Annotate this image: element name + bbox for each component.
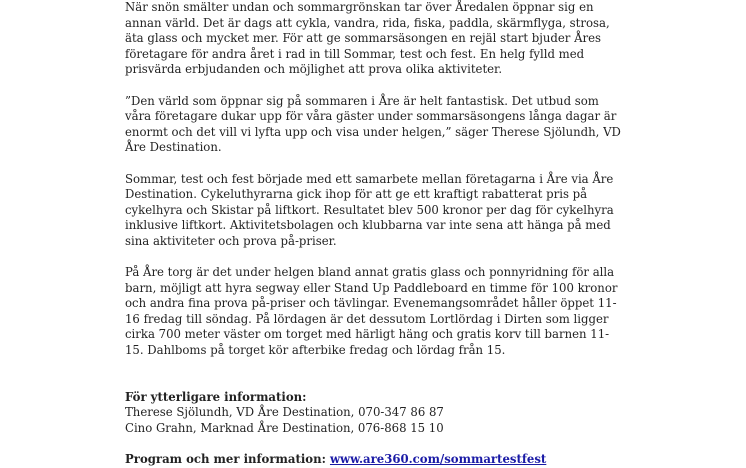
contact-line-cino: Cino Grahn, Marknad Åre Destination, 076-868 15 10 xyxy=(125,421,444,436)
paragraph-intro: När snön smälter undan och sommargrönskan tar över Åredalen öppnar sig en annan värld. Det är dags att cykla, vandra, rida, fiska, paddla, skärmflyga, strosa, äta glass och mycket mer. För att ge sommarsäsongen en rejäl start bjuder Åres företagare för andra året i rad in till Sommar, test och fest. En helg fylld med prisvärda erbjudanden och möjlighet att prova olika aktiviteter. xyxy=(125,0,610,77)
contact-heading: För ytterligare information: xyxy=(125,389,307,404)
spacer xyxy=(125,374,625,390)
paragraph-history: Sommar, test och fest började med ett samarbete mellan företagarna i Åre via Åre Destination. Cykeluthyrarna gick ihop för att ge ett kraftigt rabatterat pris på cykelhyra och Skistar på liftkort. Resultatet blev 500 kronor per dag för cykelhyra inklusive liftkort. Aktivitetsbolagen och klubbarna var inte sena att hänga på med sina aktiviteter och prova på-priser. xyxy=(125,171,614,248)
contact-line-therese: Therese Sjölundh, VD Åre Destination, 070-347 86 87 xyxy=(125,405,444,420)
program-link[interactable]: www.are360.com/sommartestfest xyxy=(329,452,547,467)
spacer xyxy=(125,437,625,453)
contact-block xyxy=(125,390,625,437)
paragraph-quote: ”Den värld som öppnar sig på sommaren i Åre är helt fantastisk. Det utbud som våra företagare dukar upp för våra gäster under sommarsäsongens långa dagar är enormt och det vill vi lyfta upp och visa under helgen,” säger Therese Sjölundh, VD Åre Destination. xyxy=(125,93,621,155)
press-release-body xyxy=(125,0,625,468)
program-label: Program och mer information: xyxy=(125,452,326,467)
program-info xyxy=(125,452,625,468)
paragraph-activities: På Åre torg är det under helgen bland annat gratis glass och ponnyridning för alla barn, möjligt att hyra segway eller Stand Up Paddleboard en timme för 100 kronor och andra fina prova på-priser och tävlingar. Evenemangsområdet håller öppet 11-16 fredag till söndag. På lördagen är det dessutom Lortlördag i Dirten som ligger cirka 700 meter väster om torget med härligt häng och gratis korv till barnen 11-15. Dahlboms på torget kör afterbike fredag och lördag från 15. xyxy=(125,265,618,358)
